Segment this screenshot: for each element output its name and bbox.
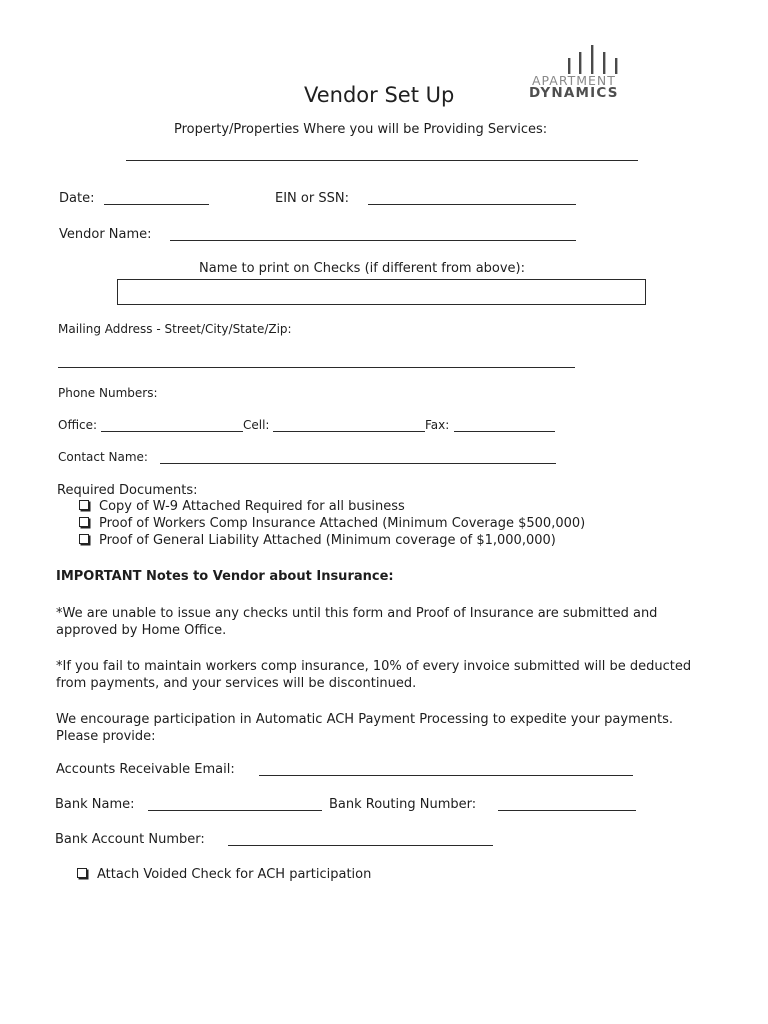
mailing-address-label: Mailing Address - Street/City/State/Zip:	[58, 322, 292, 336]
voided-check-item	[77, 867, 371, 882]
office-phone-field[interactable]	[101, 431, 243, 432]
voided-check-label: Attach Voided Check for ACH participation	[97, 867, 372, 882]
required-doc-w9	[79, 499, 405, 514]
note-ach: We encourage participation in Automatic ACH Payment Processing to expedite your payments. Please provide:	[56, 712, 673, 744]
required-doc-general-liability-label: Proof of General Liability Attached (Minimum coverage of $1,000,000)	[99, 533, 556, 548]
required-doc-workers-comp-label: Proof of Workers Comp Insurance Attached (Minimum Coverage $500,000)	[99, 516, 586, 531]
vendor-name-field[interactable]	[170, 240, 576, 241]
contact-name-label: Contact Name:	[58, 450, 148, 464]
account-number-field[interactable]	[228, 845, 493, 846]
required-doc-workers-comp	[79, 516, 585, 531]
property-field[interactable]	[126, 160, 638, 161]
office-label: Office:	[58, 418, 98, 432]
contact-name-field[interactable]	[160, 463, 556, 464]
checkbox-voided-check[interactable]	[77, 868, 87, 878]
page-title: Vendor Set Up	[304, 83, 455, 107]
bank-name-field[interactable]	[148, 810, 322, 811]
logo-bars-icon	[567, 44, 621, 74]
checkbox-workers-comp[interactable]	[79, 517, 89, 527]
check-name-label: Name to print on Checks (if different from above):	[199, 261, 526, 276]
required-documents-heading: Required Documents:	[57, 483, 198, 498]
checkbox-w9[interactable]	[79, 500, 89, 510]
date-label: Date:	[59, 191, 95, 206]
ar-email-label: Accounts Receivable Email:	[56, 762, 235, 777]
important-heading	[56, 569, 394, 584]
phone-numbers-label: Phone Numbers:	[58, 386, 158, 400]
routing-number-field[interactable]	[498, 810, 636, 811]
vendor-name-label: Vendor Name:	[59, 227, 152, 242]
cell-phone-field[interactable]	[273, 431, 425, 432]
cell-label: Cell:	[243, 418, 270, 432]
routing-number-label: Bank Routing Number:	[329, 797, 477, 812]
fax-label: Fax:	[425, 418, 450, 432]
account-number-label: Bank Account Number:	[55, 832, 205, 847]
fax-field[interactable]	[454, 431, 555, 432]
logo-dynamics-text: DYNAMICS	[529, 85, 619, 101]
note-checks: *We are unable to issue any checks until this form and Proof of Insurance are submitted and approved by Home Office.	[56, 606, 658, 638]
bank-name-label: Bank Name:	[55, 797, 135, 812]
property-label: Property/Properties Where you will be Providing Services:	[174, 122, 548, 137]
required-doc-general-liability	[79, 533, 556, 548]
mailing-address-field[interactable]	[58, 367, 575, 368]
note-workers-comp: *If you fail to maintain workers comp insurance, 10% of every invoice submitted will be deducted from payments, and your services will be discontinued.	[56, 659, 692, 691]
check-name-field[interactable]	[117, 279, 646, 305]
logo-apartment-text: APARTMENT	[532, 73, 616, 88]
important-rest: Notes to Vendor about Insurance:	[141, 569, 394, 584]
important-bold: IMPORTANT	[56, 569, 142, 584]
ein-field[interactable]	[368, 204, 576, 205]
ar-email-field[interactable]	[259, 775, 633, 776]
checkbox-general-liability[interactable]	[79, 534, 89, 544]
ein-label: EIN or SSN:	[275, 191, 349, 206]
date-field[interactable]	[104, 204, 209, 205]
required-doc-w9-label: Copy of W-9 Attached Required for all business	[99, 499, 405, 514]
